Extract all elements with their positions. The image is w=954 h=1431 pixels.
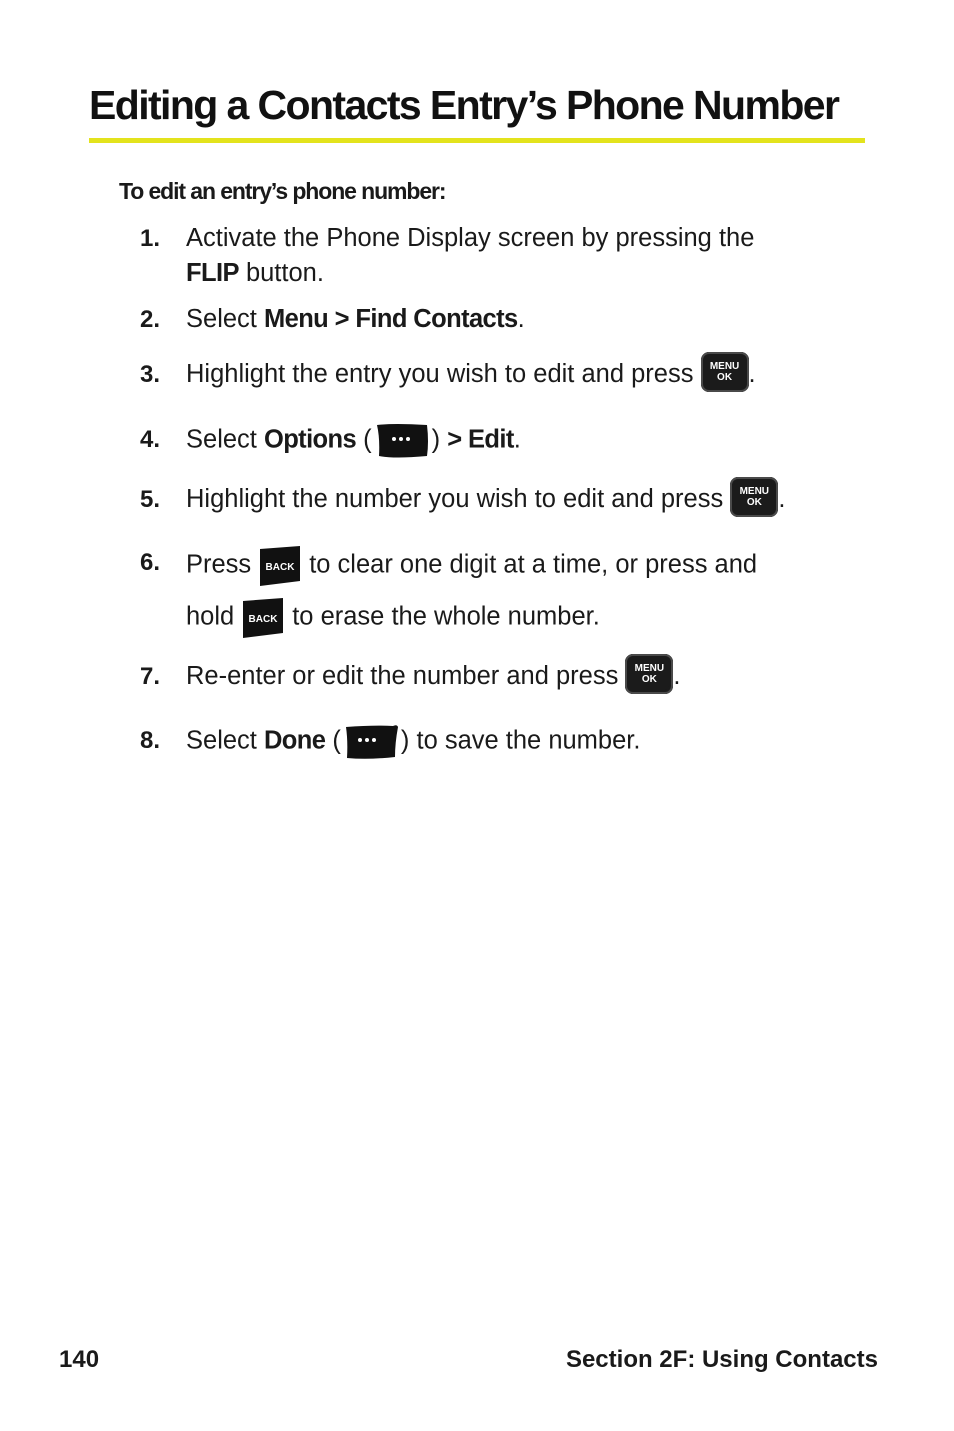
step-text	[186, 302, 525, 337]
step-text	[186, 357, 756, 392]
step-number: 7.	[140, 663, 161, 690]
paren-open: (	[325, 726, 341, 755]
step-text-post: .	[517, 305, 525, 333]
done-label: Done	[263, 726, 326, 755]
paren-close-and-text: ) to save the number.	[400, 726, 641, 755]
step-text-line2	[186, 256, 324, 291]
step-number: 1.	[140, 225, 161, 252]
step-text-post: .	[778, 485, 786, 513]
step-text	[186, 723, 640, 761]
step-text-pre: Highlight the number you wish to edit and press	[186, 485, 731, 513]
step-text-pre: Press	[186, 550, 252, 579]
step-text-pre: Select	[186, 305, 264, 333]
edit-label: > Edit	[447, 425, 514, 454]
title-rule	[89, 138, 865, 143]
back-key-icon	[240, 597, 286, 639]
step-text-pre: Select	[186, 425, 264, 454]
step-text-pre: Highlight the entry you wish to edit and press	[186, 360, 701, 388]
step-text-post: .	[513, 425, 521, 454]
step-number: 3.	[140, 361, 161, 388]
menu-ok-key-label-bottom: OK	[746, 497, 762, 509]
step-number: 4.	[140, 426, 161, 453]
step-text	[186, 482, 785, 517]
step-number: 5.	[140, 486, 161, 513]
menu-ok-key-label-top: MENU	[709, 361, 740, 373]
step-text-pre: Re-enter or edit the number and press	[186, 662, 626, 690]
menu-ok-key-label-top: MENU	[739, 486, 770, 498]
menu-ok-key-icon	[730, 477, 778, 517]
menu-path: Menu > Find Contacts	[263, 305, 518, 333]
page-number: 140	[59, 1346, 100, 1373]
step-text	[186, 545, 757, 587]
menu-ok-key-icon	[701, 352, 749, 392]
menu-ok-key-label-bottom: OK	[717, 372, 733, 384]
step-number: 8.	[140, 727, 161, 754]
softkey-dots-icon	[343, 723, 399, 761]
back-key-label: BACK	[248, 614, 278, 625]
step-text	[186, 221, 754, 256]
step-text-line2	[186, 597, 600, 639]
step-text-post: .	[673, 662, 681, 690]
step-text-post: button.	[238, 259, 324, 287]
flip-button-label: FLIP	[186, 259, 239, 287]
step-text	[186, 659, 681, 694]
softkey-dots-icon	[374, 422, 430, 460]
paren-open: (	[356, 425, 372, 454]
step-text-line1: Activate the Phone Display screen by pressing the	[186, 224, 755, 252]
options-label: Options	[263, 425, 357, 454]
menu-ok-key-label-top: MENU	[634, 663, 665, 675]
step-text-post: to clear one digit at a time, or press and	[309, 550, 758, 579]
step-number: 2.	[140, 306, 161, 333]
menu-ok-key-label-bottom: OK	[641, 674, 657, 686]
step-text-pre: Select	[186, 726, 264, 755]
back-key-label: BACK	[265, 562, 295, 573]
page-title: Editing a Contacts Entry’s Phone Number	[89, 82, 839, 128]
menu-ok-key-icon	[625, 654, 673, 694]
step-text	[186, 422, 521, 460]
procedure-intro: To edit an entry’s phone number:	[119, 178, 446, 204]
step-text-post: .	[748, 360, 756, 388]
back-key-icon	[257, 545, 303, 587]
step-text-post: to erase the whole number.	[292, 602, 600, 631]
step-text-pre: hold	[186, 602, 235, 631]
section-footer: Section 2F: Using Contacts	[565, 1346, 878, 1373]
paren-close: )	[431, 425, 448, 454]
step-number: 6.	[140, 549, 161, 576]
